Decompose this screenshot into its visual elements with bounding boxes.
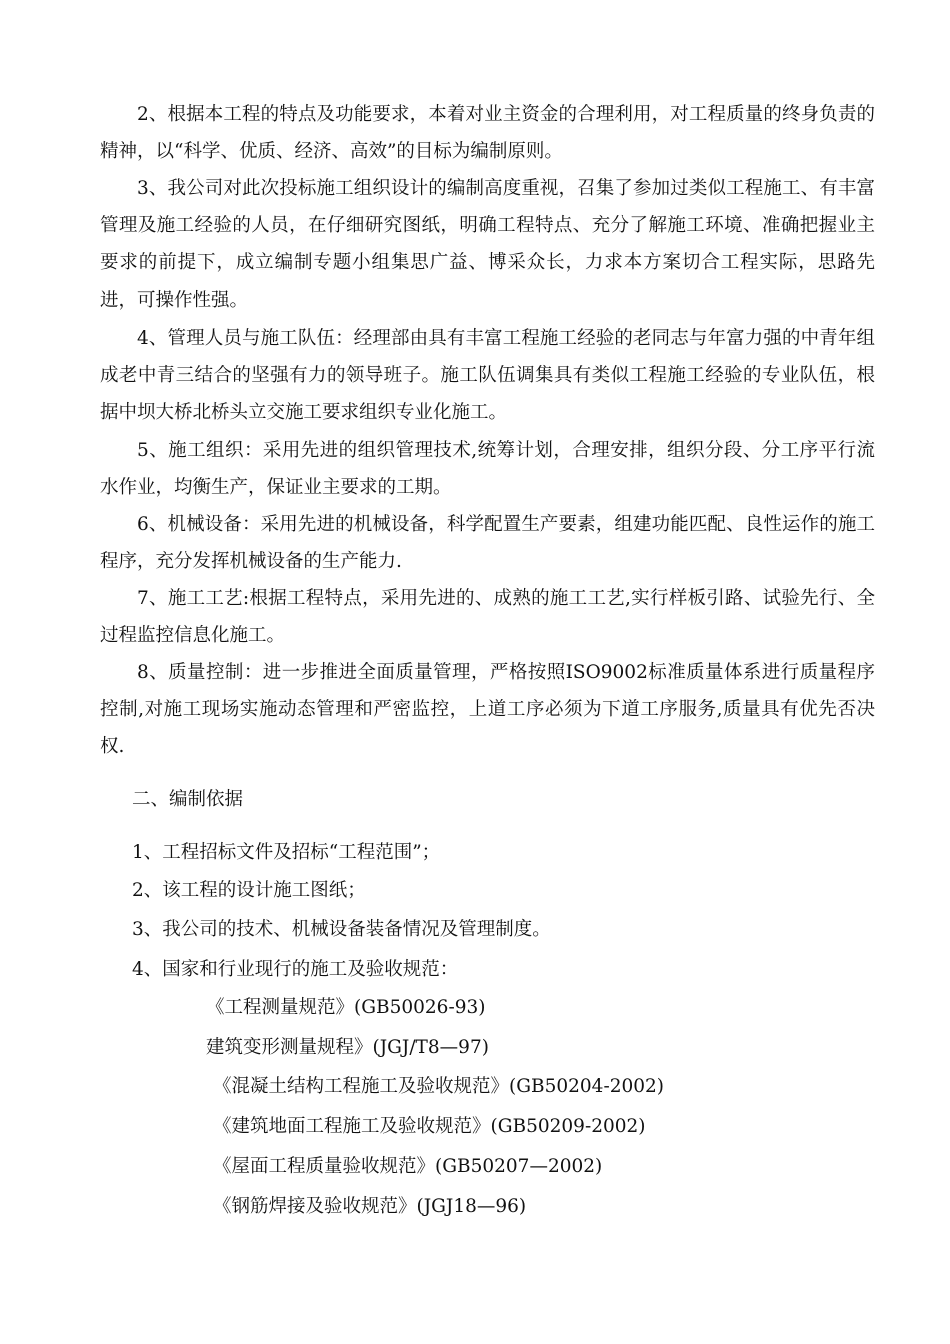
section-heading: 二、编制依据 bbox=[132, 789, 244, 810]
basis-item-1: 1、工程招标文件及招标“工程范围”； bbox=[132, 842, 441, 863]
paragraph-8: 8、质量控制：进一步推进全面质量管理，严格按照ISO9002标准质量体系进行质量程序控制,对施工现场实施动态管理和严密监控，上道工序必须为下道工序服务,质量具有优先否决权. bbox=[100, 662, 875, 758]
paragraph-7: 7、施工工艺:根据工程特点，采用先进的、成熟的施工工艺,实行样板引路、试验先行、全过程监控信息化施工。 bbox=[100, 588, 875, 647]
paragraph-4: 4、管理人员与施工队伍：经理部由具有丰富工程施工经验的老同志与年富力强的中青年组成老中青三结合的坚强有力的领导班子。施工队伍调集具有类似工程施工经验的专业队伍，根据中坝大桥北桥头立交施工要求组织专业化施工。 bbox=[100, 328, 875, 424]
standard-item-4: 《建筑地面工程施工及验收规范》(GB50209-2002) bbox=[213, 1116, 646, 1137]
basis-item-2: 2、该工程的设计施工图纸； bbox=[132, 880, 366, 901]
standard-item-5: 《屋面工程质量验收规范》(GB50207—2002) bbox=[213, 1156, 603, 1177]
standard-item-1: 《工程测量规范》(GB50026-93) bbox=[206, 997, 486, 1018]
basis-item-3: 3、我公司的技术、机械设备装备情况及管理制度。 bbox=[132, 919, 551, 940]
paragraph-2: 2、根据本工程的特点及功能要求，本着对业主资金的合理利用，对工程质量的终身负责的精神，以“科学、优质、经济、高效”的目标为编制原则。 bbox=[100, 104, 875, 163]
standard-item-2: 建筑变形测量规程》(JGJ/T8—97) bbox=[206, 1037, 489, 1058]
standard-item-6: 《钢筋焊接及验收规范》(JGJ18—96) bbox=[213, 1196, 527, 1217]
standard-item-3: 《混凝土结构工程施工及验收规范》(GB50204-2002) bbox=[213, 1076, 664, 1097]
basis-item-4: 4、国家和行业现行的施工及验收规范： bbox=[132, 959, 459, 980]
paragraph-3: 3、我公司对此次投标施工组织设计的编制高度重视，召集了参加过类似工程施工、有丰富管理及施工经验的人员，在仔细研究图纸，明确工程特点、充分了解施工环境、准确把握业主要求的前提下，成立编制专题小组集思广益、博采众长，力求本方案切合工程实际，思路先进，可操作性强。 bbox=[100, 178, 875, 311]
paragraph-5: 5、施工组织：采用先进的组织管理技术,统筹计划，合理安排，组织分段、分工序平行流水作业，均衡生产，保证业主要求的工期。 bbox=[100, 440, 875, 499]
paragraph-6: 6、机械设备：采用先进的机械设备，科学配置生产要素，组建功能匹配、良性运作的施工程序，充分发挥机械设备的生产能力. bbox=[100, 514, 875, 573]
